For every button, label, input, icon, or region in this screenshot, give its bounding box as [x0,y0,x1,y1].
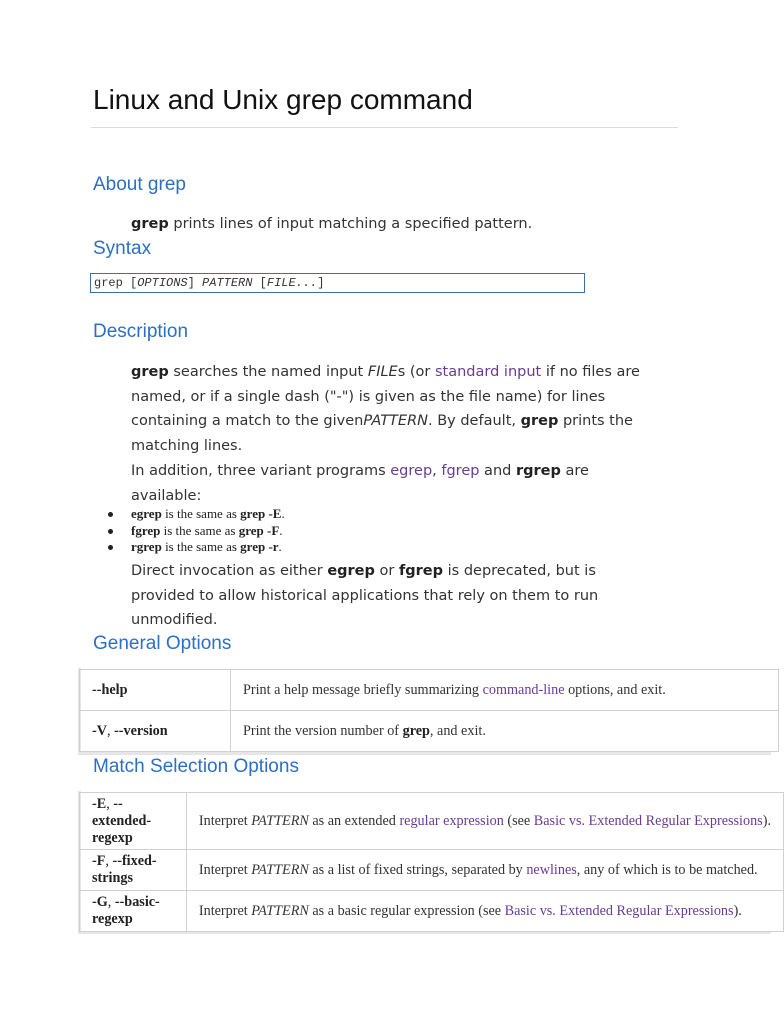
about-cmd: grep [131,216,169,232]
option-sep: , [106,722,115,739]
desc-text: In addition, three variant programs [131,463,391,479]
cell-text: Print the version number of [243,722,403,739]
egrep-link[interactable]: egrep [390,463,433,479]
cell-text: Interpret [198,812,252,829]
option-short: -E [92,795,107,812]
desc-text: searches the named input [168,364,368,380]
option-long: --fixed-strings [92,853,157,886]
table-row [80,670,779,711]
option-cell [80,670,231,711]
title-divider [91,127,678,128]
desc-text: is deprecated, but is provided to allow historical applications that rely on them to run unmodified. [131,563,599,628]
about-text: prints lines of input matching a specified pattern. [168,216,533,232]
table-row [80,793,784,850]
newlines-link[interactable]: newlines [526,861,577,878]
cell-text: as a basic regular expression (see [308,902,505,919]
basic-vs-extended-link[interactable]: Basic vs. Extended Regular Expressions [504,902,734,919]
variant-equiv: grep -r [240,539,279,554]
desc-text: . By default, [428,413,521,429]
syntax-end: ] [317,276,325,290]
list-item [108,539,285,556]
cell-text: as an extended [308,812,400,829]
cell-text: Interpret [198,902,252,919]
option-long: --extended- [92,795,152,829]
description-cell [231,711,779,752]
fgrep-link[interactable]: fgrep [441,463,480,479]
description-cell [186,793,783,850]
option-long: --basic-regexp [92,894,160,927]
variant-end: . [279,522,283,538]
desc-text: Direct invocation as either [131,563,328,579]
syntax-cmd: grep [ [94,276,138,290]
desc-text: or [374,563,399,579]
syntax-heading: Syntax [93,238,152,259]
option-sep: , [105,853,113,869]
command-line-link[interactable]: command-line [482,681,565,698]
option-long-cont: regexp [92,829,133,846]
bullet-icon [108,512,113,517]
variant-text: is the same as [161,506,241,521]
option-short: -F [92,853,106,869]
option-cell [80,711,231,752]
about-heading: About grep [93,174,186,195]
option-cell [80,891,187,932]
syntax-file: FILE... [266,276,318,290]
match-options-heading: Match Selection Options [93,756,299,777]
variant-name: rgrep [131,539,162,554]
basic-vs-extended-link[interactable]: Basic vs. Extended Regular Expressions [533,812,763,829]
desc-pattern: PATTERN [363,413,428,429]
desc-files: FILE [367,364,398,380]
option-long: --version [114,722,168,739]
desc-text: are available: [131,463,589,504]
about-paragraph [131,212,671,237]
desc-cmd: grep [131,364,169,380]
bullet-icon [108,545,113,550]
option-sep: , [106,795,114,812]
option-sep: , [107,894,115,910]
list-item [108,523,285,540]
description-paragraph-2 [131,459,651,508]
variant-equiv: grep -F [238,522,280,538]
standard-input-link[interactable]: standard input [434,364,542,380]
variant-equiv: grep -E [240,506,282,521]
table-row [80,711,779,752]
variant-name: fgrep [131,522,161,538]
cell-em: PATTERN [251,902,309,919]
cell-text: Print a help message briefly summarizing [243,681,483,698]
match-options-table [79,792,784,932]
desc-cmd: grep [520,413,559,429]
variant-list [108,506,285,556]
table-row [80,850,784,891]
cell-text: Interpret [198,861,252,878]
desc-text: prints the matching lines. [131,413,633,454]
desc-text: if no files are named, or if a single dash ("-") is given as the file name) for lines containing a match to the given [131,364,640,429]
cell-bold: grep [402,722,430,739]
cell-text: ). [733,902,742,919]
cell-text: as a list of fixed strings, separated by [308,861,527,878]
option-cell [80,850,187,891]
syntax-sep: ] [187,276,203,290]
variant-name: egrep [131,506,162,521]
option-cell [80,793,187,850]
description-paragraph-3 [131,559,651,633]
cell-text: ). [762,812,771,829]
syntax-sep2: [ [252,276,267,290]
description-cell [231,670,779,711]
variant-text: is the same as [160,522,239,538]
description-cell [186,850,783,891]
regular-expression-link[interactable]: regular expression [399,812,504,829]
option-name: --help [92,681,128,698]
rgrep-bold: rgrep [515,463,561,479]
cell-text: , and exit. [429,722,486,739]
syntax-options: OPTIONS [137,276,188,290]
list-item [108,506,285,523]
description-cell [186,891,783,932]
syntax-box [90,273,585,293]
desc-text: , [432,463,442,479]
option-short: -V [92,722,107,739]
table-row [80,891,784,932]
variant-text: is the same as [161,539,241,554]
cell-text: options, and exit. [564,681,666,698]
desc-cmd: fgrep [398,563,444,579]
desc-text: and [479,463,516,479]
variant-end: . [281,506,285,521]
desc-text: s (or [397,364,435,380]
bullet-icon [108,529,113,534]
cell-text: (see [503,812,534,829]
page-title: Linux and Unix grep command [93,84,473,115]
cell-em: PATTERN [251,861,309,878]
general-options-table [79,669,779,752]
cell-text: , any of which is to be matched. [576,861,758,878]
description-heading: Description [93,321,189,342]
general-options-heading: General Options [93,633,232,654]
description-paragraph-1 [131,360,661,458]
syntax-pattern: PATTERN [202,276,253,290]
option-short: -G [92,894,108,910]
cell-em: PATTERN [251,812,309,829]
variant-end: . [278,539,282,554]
desc-cmd: egrep [327,563,375,579]
